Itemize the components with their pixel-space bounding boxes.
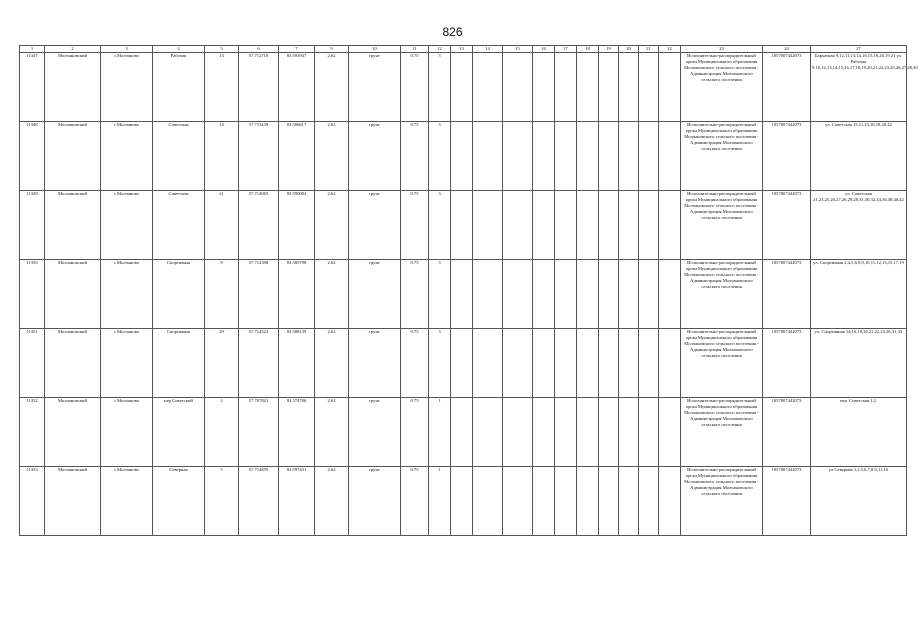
longitude: 83.597431 [279,467,315,536]
owner-organization: Исполнительно-распорядительный орган Муниципального образования Молчановского сельского поселения - Администрация Молчановского сельского поселения [681,329,763,398]
column-header: 13 [451,46,473,53]
house-number: 14 [205,122,239,191]
record-id: 11351 [20,329,45,398]
registry-table [19,45,918,536]
district: Молчановский [45,260,101,329]
house-number: 21 [205,191,239,260]
empty-cell [555,398,577,467]
record-id: 11352 [20,398,45,467]
empty-cell [659,122,681,191]
volume: 0.75 [401,122,429,191]
empty-cell [555,122,577,191]
table-row [20,329,907,398]
empty-cell [659,260,681,329]
empty-cell [577,53,599,122]
street: Спортивная [153,329,205,398]
column-header: 6 [239,46,279,53]
empty-cell [503,191,533,260]
column-header: 7 [279,46,315,53]
container-count: 3 [429,53,451,122]
settlement: с.Молчаново [101,398,153,467]
settlement: с.Молчаново [101,122,153,191]
latitude: 57.714065 [239,191,279,260]
ogrn: 1057007442073 [763,53,811,122]
area: 2.62 [315,191,349,260]
ogrn: 1057007442073 [763,398,811,467]
table-row [20,122,907,191]
area: 2.62 [315,260,349,329]
empty-cell [533,260,555,329]
empty-cell [451,260,473,329]
empty-cell [639,260,659,329]
ogrn: 1057007442073 [763,122,811,191]
street: Северная [153,467,205,536]
volume: 0.75 [401,398,429,467]
record-id: 11347 [20,53,45,122]
district: Молчановский [45,53,101,122]
empty-cell [619,260,639,329]
container-count: 3 [429,122,451,191]
district: Молчановский [45,191,101,260]
surface: грунт [349,467,401,536]
container-count: 3 [429,260,451,329]
column-header: 15 [503,46,533,53]
container-count: 1 [429,467,451,536]
empty-cell [473,53,503,122]
owner-organization: Исполнительно-распорядительный орган Муниципального образования Молчановского сельского поселения - Администрация Молчановского сельского поселения [681,467,763,536]
empty-cell [451,329,473,398]
table-header-row [20,46,907,53]
served-addresses: ул. Спортивная 2,4,5,6,8,9,10,11,12,13,15,17,19 [811,260,907,329]
empty-cell [473,467,503,536]
column-header: 3 [101,46,153,53]
empty-cell [503,53,533,122]
column-header: 4 [153,46,205,53]
empty-cell [503,122,533,191]
column-header: 19 [599,46,619,53]
column-header: 18 [577,46,599,53]
settlement: с.Молчаново [101,260,153,329]
empty-cell [555,191,577,260]
street: Советская [153,122,205,191]
table-row [20,53,907,122]
empty-cell [555,329,577,398]
empty-cell [577,329,599,398]
district: Молчановский [45,398,101,467]
empty-cell [599,398,619,467]
empty-cell [503,398,533,467]
district: Молчановский [45,122,101,191]
street: Советская [153,191,205,260]
longitude: 83.593947 [279,53,315,122]
column-header: 11 [401,46,429,53]
house-number: 2 [205,398,239,467]
empty-cell [599,260,619,329]
house-number: 5 [205,467,239,536]
empty-cell [555,467,577,536]
empty-cell [451,191,473,260]
empty-cell [555,260,577,329]
served-addresses: пер. Советская 1,2. [811,398,907,467]
empty-cell [533,329,555,398]
column-header: 5 [205,46,239,53]
served-addresses: ул. Спортивная 14,16,18,20,21,22,23,26,31,33 [811,329,907,398]
district: Молчановский [45,329,101,398]
surface: грунт [349,53,401,122]
column-header: 10 [349,46,401,53]
area: 2.62 [315,467,349,536]
longitude: 83.588139 [279,329,315,398]
served-addresses: Бархатная 9,12,11,13,14,16,15,16,20,19,21 ул. Рабочая 9,10,12,13,14,15,16,17,18,19,20,21,22,23,25,26,27,28,30 [811,53,907,122]
volume: 0.75 [401,53,429,122]
latitude: 57.712398 [239,260,279,329]
empty-cell [639,398,659,467]
container-count: 3 [429,191,451,260]
latitude: 57.714859 [239,467,279,536]
volume: 0.75 [401,329,429,398]
column-header: 21 [639,46,659,53]
empty-cell [619,191,639,260]
container-count: 1 [429,398,451,467]
empty-cell [577,398,599,467]
served-addresses: ул. Советская 15,11,13,16,18,20,22 [811,122,907,191]
settlement: с.Молчаново [101,329,153,398]
empty-cell [599,53,619,122]
empty-cell [451,467,473,536]
column-header: 22 [659,46,681,53]
empty-cell [533,467,555,536]
record-id: 11353 [20,467,45,536]
column-header: 1 [20,46,45,53]
table-row [20,260,907,329]
empty-cell [577,122,599,191]
empty-cell [473,191,503,260]
ogrn: 1057007442073 [763,329,811,398]
column-header: 23 [681,46,763,53]
empty-cell [619,122,639,191]
ogrn: 1057007442073 [763,260,811,329]
settlement: с.Молчаново [101,191,153,260]
empty-cell [503,467,533,536]
owner-organization: Исполнительно-распорядительный орган Муниципального образования Молчановского сельского поселения - Администрация Молчановского сельского поселения [681,191,763,260]
longitude: 83.590084 [279,191,315,260]
empty-cell [639,191,659,260]
settlement: с.Молчаново [101,53,153,122]
surface: грунт [349,398,401,467]
area: 2.62 [315,53,349,122]
surface: грунт [349,260,401,329]
record-id: 11348 [20,122,45,191]
empty-cell [533,191,555,260]
empty-cell [659,53,681,122]
volume: 0.75 [401,260,429,329]
page-number: 826 [442,25,463,39]
street: Спортивная [153,260,205,329]
owner-organization: Исполнительно-распорядительный орган Муниципального образования Молчановского сельского поселения - Администрация Молчановского сельского поселения [681,53,763,122]
empty-cell [473,329,503,398]
table-row [20,398,907,467]
column-header: 24 [763,46,811,53]
longitude: 83.574706 [279,398,315,467]
volume: 0.75 [401,191,429,260]
empty-cell [503,260,533,329]
area: 2.62 [315,398,349,467]
owner-organization: Исполнительно-распорядительный орган Муниципального образования Молчановского сельского поселения - Администрация Молчановского сельского поселения [681,398,763,467]
empty-cell [599,467,619,536]
empty-cell [659,467,681,536]
surface: грунт [349,329,401,398]
empty-cell [639,53,659,122]
column-header: 16 [533,46,555,53]
empty-cell [533,122,555,191]
empty-cell [533,53,555,122]
empty-cell [659,329,681,398]
empty-cell [619,329,639,398]
area: 2.62 [315,329,349,398]
latitude: 57.712718 [239,53,279,122]
district: Молчановский [45,467,101,536]
served-addresses: ул.Северная 1,2,5,6,7,8,9,11,16 [811,467,907,536]
column-header: 2 [45,46,101,53]
street: пер.Советский [153,398,205,467]
empty-cell [451,122,473,191]
empty-cell [577,260,599,329]
column-header: 14 [473,46,503,53]
longitude: 83.585798 [279,260,315,329]
empty-cell [533,398,555,467]
longitude: 83.586617 [279,122,315,191]
empty-cell [599,191,619,260]
column-header: 17 [555,46,577,53]
table-row [20,467,907,536]
empty-cell [619,53,639,122]
empty-cell [639,467,659,536]
area: 2.62 [315,122,349,191]
settlement: с.Молчаново [101,467,153,536]
ogrn: 1057007442073 [763,467,811,536]
empty-cell [599,122,619,191]
house-number: 13 [205,53,239,122]
surface: грунт [349,191,401,260]
empty-cell [659,398,681,467]
empty-cell [659,191,681,260]
empty-cell [473,398,503,467]
empty-cell [451,53,473,122]
record-id: 11350 [20,260,45,329]
owner-organization: Исполнительно-распорядительный орган Муниципального образования Молчановского сельского поселения - Администрация Молчановского сельского поселения [681,122,763,191]
column-header: 27 [811,46,907,53]
empty-cell [555,53,577,122]
empty-cell [577,467,599,536]
latitude: 57.707821 [239,398,279,467]
latitude: 57.711439 [239,122,279,191]
column-header: 9 [315,46,349,53]
empty-cell [599,329,619,398]
empty-cell [451,398,473,467]
volume: 0.75 [401,467,429,536]
empty-cell [639,329,659,398]
empty-cell [473,122,503,191]
record-id: 11349 [20,191,45,260]
table-row [20,191,907,260]
served-addresses: ул. Советская 21,23,25,26,27,26,29,28,31,30,32,34,36,38,40,42 [811,191,907,260]
owner-organization: Исполнительно-распорядительный орган Муниципального образования Молчановского сельского поселения - Администрация Молчановского сельского поселения [681,260,763,329]
house-number: 29 [205,329,239,398]
empty-cell [503,329,533,398]
latitude: 57.714523 [239,329,279,398]
empty-cell [577,191,599,260]
empty-cell [639,122,659,191]
empty-cell [619,467,639,536]
column-header: 20 [619,46,639,53]
house-number: 9 [205,260,239,329]
empty-cell [473,260,503,329]
street: Рабочая [153,53,205,122]
surface: грунт [349,122,401,191]
column-header: 12 [429,46,451,53]
empty-cell [619,398,639,467]
container-count: 3 [429,329,451,398]
ogrn: 1057007442073 [763,191,811,260]
